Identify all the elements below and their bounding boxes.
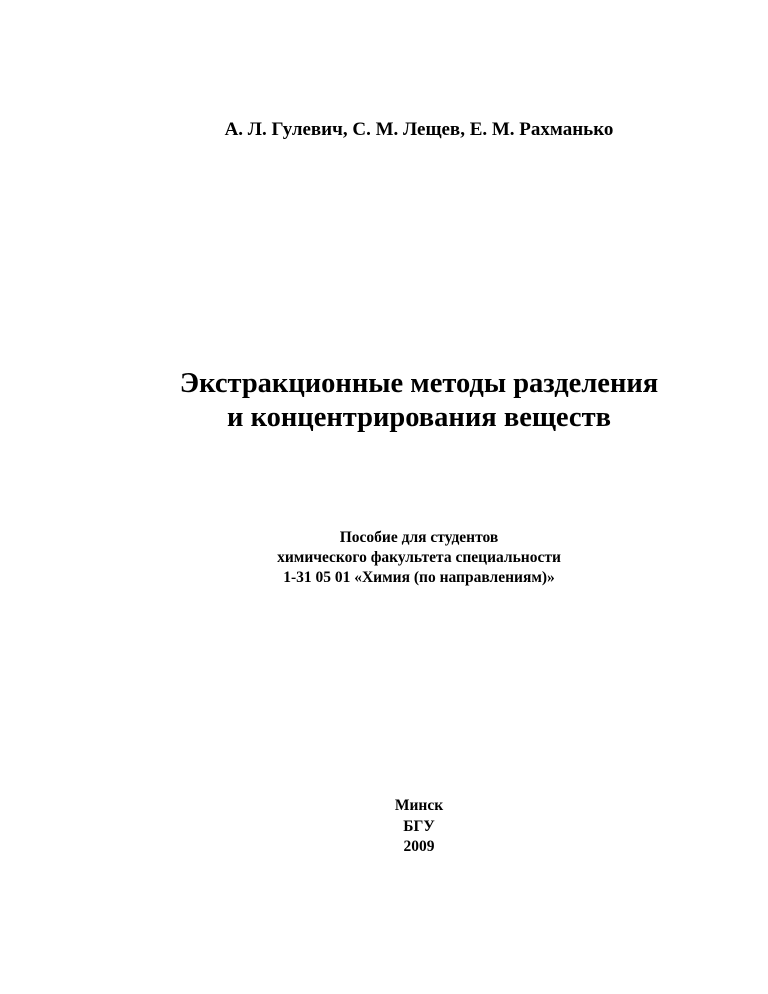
imprint-year: 2009 [403,838,435,855]
imprint-publisher: БГУ [403,817,435,835]
imprint [0,796,768,858]
subtitle-line-1: Пособие для студентов [339,529,499,546]
book-subtitle [0,528,768,588]
subtitle-line-2: химического факультета специальности [277,549,561,566]
book-title [0,367,768,435]
imprint-city: Минск [394,797,444,814]
book-title-line-2: и концентрирования веществ [227,402,611,433]
authors-line: А. Л. Гулевич, С. М. Лещев, Е. М. Рахманько [224,119,614,140]
book-title-line-1: Экстракционные методы разделения [179,368,659,399]
subtitle-line-3: 1-31 05 01 «Химия (по направлениям)» [283,569,555,586]
